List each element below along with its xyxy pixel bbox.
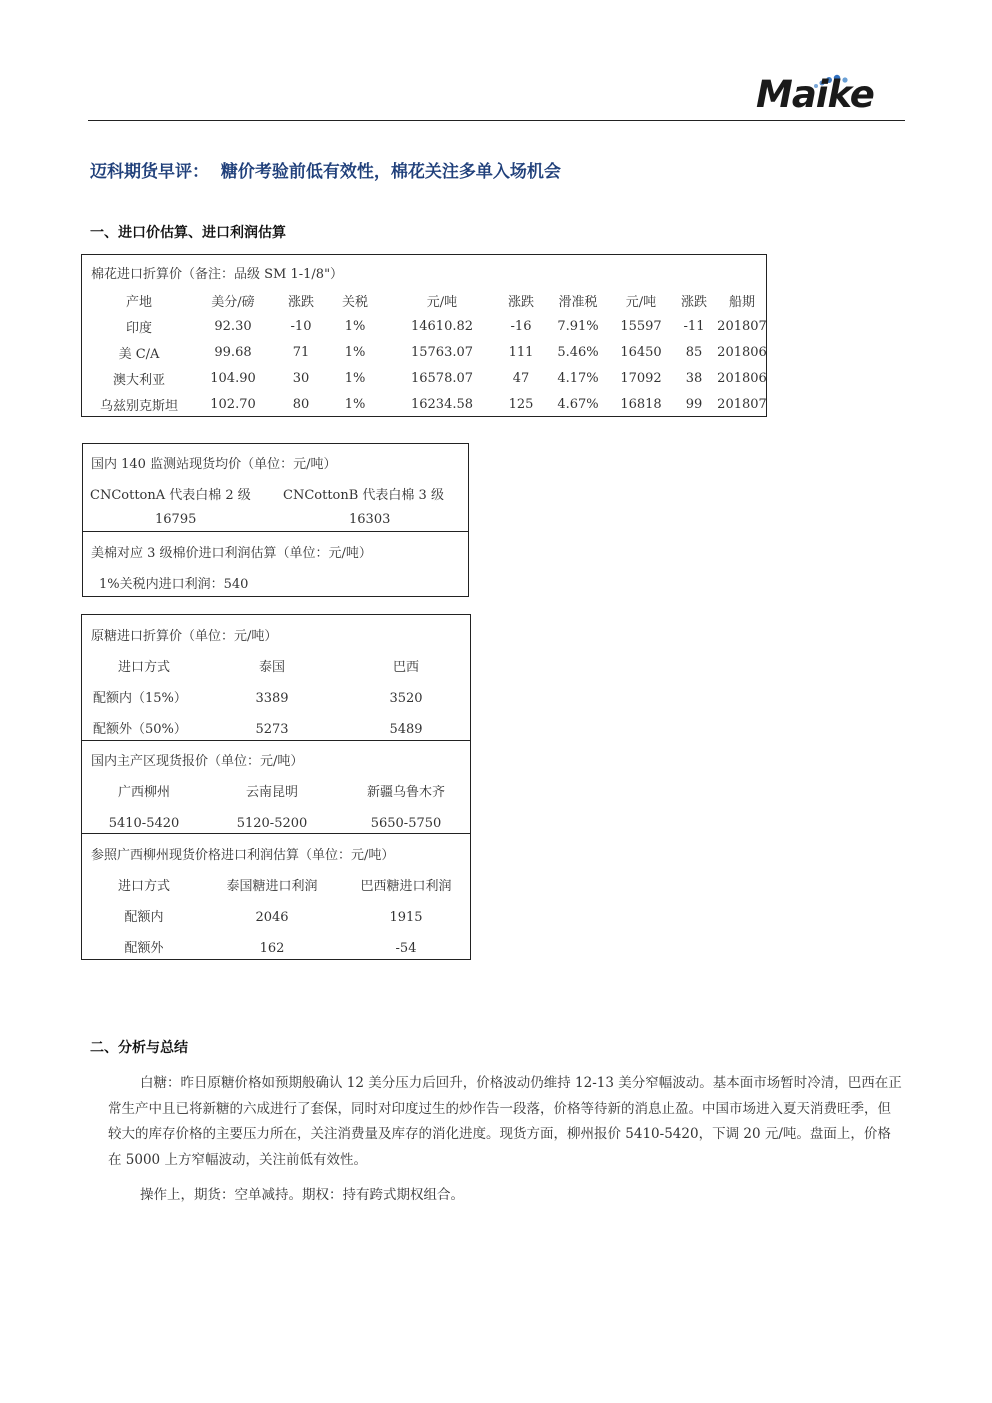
table-cell: 71	[292, 344, 310, 360]
table-cell: 4.17%	[557, 370, 599, 386]
cncotton-a-label: CNCottonA 代表白棉 2 级	[90, 488, 251, 503]
table-cell: 201807	[717, 318, 767, 334]
sugar-profit-caption: 参照广西柳州现货价格进口利润估算（单位：元/吨）	[91, 848, 395, 863]
raw-sugar-header: 巴西	[392, 660, 419, 675]
table-cell: 99	[685, 396, 703, 412]
sugar-price: 5650-5750	[370, 816, 442, 831]
table-cell: 1%	[344, 396, 366, 412]
raw-sugar-header: 进口方式	[117, 660, 170, 675]
sugar-analysis-paragraph: 白糖：昨日原糖价格如预期般确认 12 美分压力后回升，价格波动仍维持 12-13 美分窄幅波动。基本面市场暂时冷清，巴西在正常生产中且已将新糖的六成进行了套保，同时对印度过生的炒作告一段落，价格等待新的消息止盈。中国市场进入夏天消费旺季，但较大的库存价格的主要压力所在，关注消费量及库存的消化进度。现货方面，柳州报价 5410-5420，下调 20 元/吨。盘面上，价格在 5000 上方窄幅波动，关注前低有效性。	[108, 1075, 902, 1168]
box-divider	[82, 740, 470, 741]
sugar-profit-cell: 162	[259, 941, 285, 956]
table-row	[91, 339, 767, 365]
table-cell: -10	[290, 318, 312, 334]
sugar-profit-cell: 1915	[389, 910, 423, 925]
header-cell: 滑准税	[558, 294, 598, 310]
sugar-profit-cell: -54	[395, 941, 417, 956]
header-cell: 产地	[125, 294, 152, 310]
box-divider	[83, 531, 468, 532]
raw-sugar-header: 泰国	[258, 660, 285, 675]
raw-sugar-cell: 5489	[389, 722, 423, 737]
header-cell: 涨跌	[680, 294, 707, 310]
table-cell: 16818	[620, 396, 662, 412]
table-cell: 15597	[620, 318, 662, 334]
table-cell: 1%	[344, 370, 366, 386]
header-cell: 美分/磅	[211, 294, 255, 310]
header-cell: 元/吨	[426, 294, 458, 310]
section-1-heading: 一、进口价估算、进口利润估算	[90, 225, 286, 241]
table-row	[91, 365, 767, 391]
raw-sugar-row-label: 配额内（15%）	[93, 691, 187, 706]
table-cell: 80	[292, 396, 310, 412]
cncotton-a-value: 16795	[155, 512, 197, 527]
raw-sugar-cell: 3389	[255, 691, 289, 706]
table-cell: 92.30	[214, 318, 252, 334]
table-cell: 15763.07	[410, 344, 474, 360]
table-cell: 1%	[344, 318, 366, 334]
sugar-price: 5120-5200	[236, 816, 308, 831]
table-cell: -11	[683, 318, 705, 334]
table-header-row	[91, 287, 767, 313]
page-title: 迈科期货早评： 糖价考验前低有效性，棉花关注多单入场机会	[90, 162, 561, 182]
table-cell: 201806	[717, 370, 767, 386]
table-cell: 7.91%	[557, 318, 599, 334]
header-divider	[88, 120, 905, 121]
table-cell: 201807	[717, 396, 767, 412]
table-cell: 99.68	[214, 344, 252, 360]
table-cell: 17092	[620, 370, 662, 386]
sugar-profit-header: 泰国糖进口利润	[226, 879, 318, 894]
table-cell: 印度	[125, 320, 152, 336]
raw-sugar-row-label: 配额外（50%）	[93, 722, 187, 737]
raw-sugar-cell: 5273	[255, 722, 289, 737]
table-cell: 201806	[717, 344, 767, 360]
table-cell: 104.90	[210, 370, 256, 386]
domestic-spot-caption: 国内 140 监测站现货均价（单位：元/吨）	[91, 457, 337, 472]
sugar-region: 新疆乌鲁木齐	[366, 785, 445, 800]
maike-logo	[756, 72, 892, 118]
table-cell: 14610.82	[410, 318, 474, 334]
sugar-profit-cell: 2046	[255, 910, 289, 925]
header-cell: 关税	[341, 294, 368, 310]
table-cell: 102.70	[210, 396, 256, 412]
cotton-import-box	[81, 254, 767, 417]
table-cell: 38	[685, 370, 703, 386]
table-row	[91, 391, 767, 417]
header-cell: 元/吨	[625, 294, 657, 310]
us-cotton-profit-caption: 美棉对应 3 级棉价进口利润估算（单位：元/吨）	[91, 546, 372, 561]
table-cell: 111	[508, 344, 534, 360]
table-cell: 乌兹别克斯坦	[99, 398, 178, 414]
section-2-heading: 二、分析与总结	[90, 1040, 188, 1056]
cncotton-b-label: CNCottonB 代表白棉 3 级	[283, 488, 444, 503]
domestic-cotton-box	[82, 443, 469, 597]
sugar-profit-row-label: 配额内	[124, 910, 164, 925]
cotton-import-caption: 棉花进口折算价（备注：品级 SM 1-1/8"）	[91, 267, 344, 282]
sugar-profit-row-label: 配额外	[124, 941, 164, 956]
domestic-sugar-caption: 国内主产区现货报价（单位：元/吨）	[91, 754, 304, 769]
table-cell: -16	[510, 318, 532, 334]
table-cell: 16450	[620, 344, 662, 360]
sugar-profit-header: 巴西糖进口利润	[360, 879, 452, 894]
raw-sugar-caption: 原糖进口折算价（单位：元/吨）	[91, 629, 278, 644]
operation-advice: 操作上，期货：空单减持。期权：持有跨式期权组合。	[140, 1187, 464, 1203]
table-cell: 美 C/A	[118, 346, 160, 362]
table-cell: 85	[685, 344, 703, 360]
header-cell: 船期	[728, 294, 755, 310]
logo-text: Maike	[756, 73, 874, 116]
table-cell: 30	[292, 370, 310, 386]
table-cell: 1%	[344, 344, 366, 360]
table-cell: 4.67%	[557, 396, 599, 412]
sugar-box	[81, 614, 471, 960]
cncotton-b-value: 16303	[349, 512, 391, 527]
sugar-region: 广西柳州	[117, 785, 170, 800]
table-cell: 澳大利亚	[112, 372, 165, 388]
sugar-region: 云南昆明	[245, 785, 298, 800]
sugar-profit-header: 进口方式	[117, 879, 170, 894]
box-divider	[82, 833, 470, 834]
header-cell: 涨跌	[287, 294, 314, 310]
table-cell: 125	[508, 396, 534, 412]
table-cell: 5.46%	[557, 344, 599, 360]
table-cell: 16578.07	[410, 370, 474, 386]
us-cotton-profit-text: 1%关税内进口利润：540	[99, 577, 249, 592]
table-cell: 47	[512, 370, 530, 386]
sugar-price: 5410-5420	[108, 816, 180, 831]
table-cell: 16234.58	[410, 396, 474, 412]
table-row	[91, 313, 767, 339]
raw-sugar-cell: 3520	[389, 691, 423, 706]
header-cell: 涨跌	[507, 294, 534, 310]
cotton-import-table	[91, 287, 767, 417]
